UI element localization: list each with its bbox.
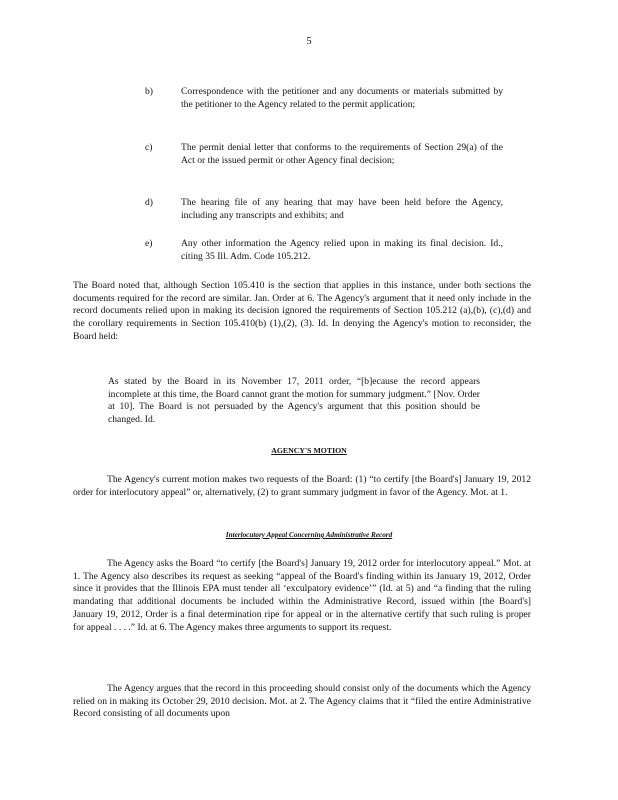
- list-item-label: b): [145, 86, 153, 97]
- subsection-heading: [0, 531, 618, 539]
- list-item-text: Any other information the Agency relied upon in making its final decision. Id., citing 35 Ill. Adm. Code 105.212.: [181, 238, 503, 262]
- list-item-text: The permit denial letter that conforms to the requirements of Section 29(a) of the Act or the issued permit or other Agency final decision;: [181, 142, 503, 166]
- list-item-text: Correspondence with the petitioner and any documents or materials submitted by the petitioner to the Agency related to the permit application;: [181, 86, 503, 110]
- block-quote: As stated by the Board in its November 17, 2011 order, “[b]ecause the record appears incomplete at this time, the Board cannot grant the motion for summary judgment.” [Nov. Order at 10]. The Board is not persuaded by the Agency's argument that this position should be changed. Id.: [108, 376, 480, 425]
- paragraph-agency-requests: The Agency's current motion makes two requests of the Board: (1) “to certify [the Board's] January 19, 2012 order for interlocutory appeal” or, alternatively, (2) to grant summary judgment in favor of the Agency. Mot. at 1.: [73, 474, 531, 498]
- paragraph-agency-argues: The Agency argues that the record in this proceeding should consist only of the documents which the Agency relied on in making its October 29, 2010 decision. Mot. at 2. The Agency claims that it “filed the entire Administrative Record consisting of all documents upon: [73, 683, 531, 720]
- subheading-text: Interlocutory Appeal Concerning Administrative Record: [225, 531, 393, 539]
- list-item-label: c): [145, 142, 153, 153]
- list-item-label: d): [145, 197, 153, 208]
- section-heading: [0, 446, 618, 455]
- heading-text: AGENCY'S MOTION: [271, 446, 347, 455]
- list-item-text: The hearing file of any hearing that may have been held before the Agency, including any transcripts and exhibits; and: [181, 197, 503, 221]
- page-number: 5: [306, 36, 312, 47]
- paragraph-certify: The Agency asks the Board “to certify [the Board's] January 19, 2012 order for interlocutory appeal.” Mot. at 1. The Agency also describes its request as seeking “appeal of the Board's finding within its January 19, 2012, Order since it provides that the Illinois EPA must tender all ‘exculpatory evidence’” (Id. at 5) and “a finding that the ruling mandating that additional documents be included within the Administrative Record, issued within [the Board's] January 19, 2012, Order is a final determination ripe for appeal or in the alternative certify that such ruling is proper for appeal . . . .” Id. at 6. The Agency makes three arguments to support its request.: [73, 558, 531, 633]
- list-item-label: e): [145, 238, 153, 249]
- paragraph-board-noted: The Board noted that, although Section 105.410 is the section that applies in this instance, under both sections the documents required for the record are similar. Jan. Order at 6. The Agency's argument that it need only include in the record documents relied upon in making its decision ignored the requirements of Section 105.212 (a),(b), (c),(d) and the corollary requirements in Section 105.410(b) (1),(2), (3). Id. In denying the Agency's motion to reconsider, the Board held:: [73, 280, 531, 342]
